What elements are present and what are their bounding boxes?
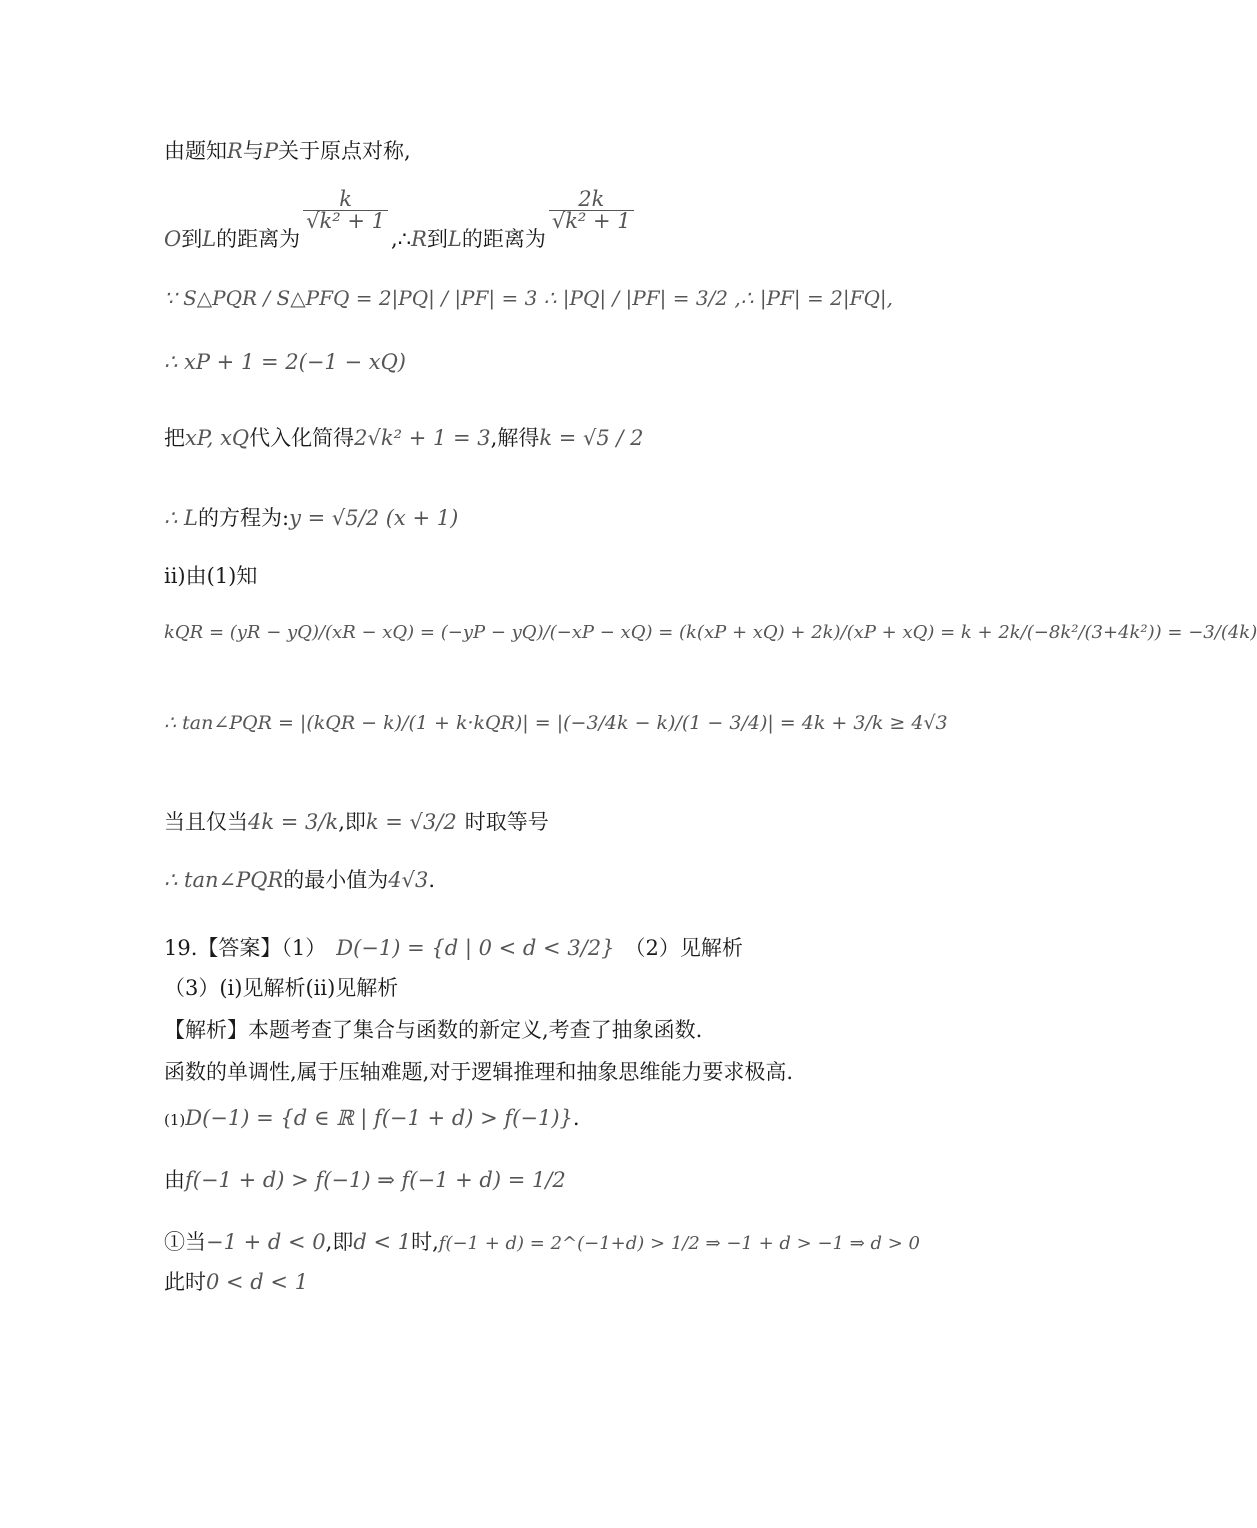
denominator: √k² + 1 — [551, 209, 631, 233]
text: 由 — [164, 1168, 185, 1192]
line-answer-3: （3）(ⅰ)见解析(ⅱ)见解析 — [164, 976, 399, 1000]
formula-area-ratio: ∵ S△PQR / S△PFQ = 2|PQ| / |PF| = 3 ∴ |PQ| / |PF| = 3/2 ,∴ |PF| = 2|FQ|, — [164, 286, 893, 310]
line-from — [164, 1170, 566, 1191]
math-k-value: k = √5 / 2 — [539, 426, 644, 450]
text: . — [572, 1106, 580, 1130]
text: （2）见解析 — [624, 936, 743, 960]
line-solve-k — [164, 428, 644, 449]
text: ,即 — [325, 1230, 354, 1254]
math-L: L — [202, 227, 217, 251]
math-4sqrt3: 4√3 — [388, 868, 429, 892]
text: 到 — [181, 227, 203, 251]
line-conclusion — [164, 1272, 308, 1293]
line-equality — [164, 812, 549, 833]
formula-xp: ∴ xP + 1 = 2(−1 − xQ) — [164, 350, 406, 374]
math-range: 0 < d < 1 — [206, 1270, 309, 1294]
math-4k: 4k = 3/k — [248, 810, 339, 834]
math-O: O — [164, 227, 182, 251]
line-minimum — [164, 870, 435, 891]
math-tan: ∴ tan∠PQR — [164, 868, 284, 892]
text: 把 — [164, 426, 185, 450]
text: 由题知 — [164, 139, 227, 163]
line-symmetry — [164, 141, 411, 162]
math-derivation: f(−1 + d) = 2^(−1+d) > 1/2 ⇒ −1 + d > −1 ⇒ d > 0 — [438, 1233, 920, 1254]
text: 时, — [411, 1230, 439, 1254]
text: 到 — [426, 227, 448, 251]
numerator: 2k — [549, 189, 634, 211]
math-condition: −1 + d < 0 — [206, 1230, 326, 1254]
text: 代入化简得 — [249, 426, 355, 450]
math-inequality: f(−1 + d) > f(−1) ⇒ f(−1 + d) = 1/2 — [185, 1168, 566, 1192]
text: 19.【答案】（1） — [164, 936, 327, 960]
fraction-distance-1 — [303, 189, 388, 232]
text: ①当 — [164, 1230, 206, 1254]
denominator: √k² + 1 — [306, 209, 386, 233]
fraction-distance-2 — [549, 189, 634, 232]
line-case-1 — [164, 1232, 920, 1253]
line-analysis: 【解析】本题考查了集合与函数的新定义,考查了抽象函数. — [164, 1018, 703, 1042]
math-line-equation: y = √5/2 (x + 1) — [289, 506, 459, 530]
numerator: k — [303, 189, 388, 211]
formula-tan: ∴ tan∠PQR = |(kQR − k)/(1 + k·kQR)| = |(−3/4k − k)/(1 − 3/4)| = 4k + 3/k ≥ 4√3 — [164, 712, 948, 734]
line-part-1 — [164, 1108, 580, 1129]
math-R: R — [411, 227, 427, 251]
math-D-set: D(−1) = {d | 0 < d < 3/2} — [336, 936, 615, 960]
math-R: R — [227, 139, 243, 163]
text: 当且仅当 — [164, 810, 248, 834]
line-part-ii: ii)由(1)知 — [164, 564, 258, 588]
math-L: ∴ L — [164, 506, 198, 530]
text: (1) — [164, 1111, 186, 1129]
formula-kqr: kQR = (yR − yQ)/(xR − xQ) = (−yP − yQ)/(−xP − xQ) = (k(xP + xQ) + 2k)/(xP + xQ) = k + 2k/(−8k²/(3+4k²)) = −3/(4k) — [164, 622, 1257, 643]
line-distance — [164, 183, 637, 251]
text: 的距离为 — [461, 227, 546, 251]
math-L: L — [447, 227, 462, 251]
text: 的最小值为 — [283, 868, 389, 892]
text: 此时 — [164, 1270, 206, 1294]
text: 的距离为 — [216, 227, 301, 251]
text: ,解得 — [490, 426, 540, 450]
text: 与 — [242, 139, 264, 163]
line-answer-19 — [164, 938, 743, 959]
math-xp-xq: xP, xQ — [185, 426, 250, 450]
math-P: P — [263, 139, 278, 163]
math-equation: 2√k² + 1 = 3 — [354, 426, 491, 450]
math-d-lt-1: d < 1 — [353, 1230, 412, 1254]
text: . — [428, 868, 436, 892]
line-equation-L — [164, 508, 458, 529]
text: ,即 — [338, 810, 366, 834]
math-D-definition: D(−1) = {d ∈ ℝ | f(−1 + d) > f(−1)} — [185, 1106, 573, 1130]
text: ,∴ — [391, 227, 412, 251]
math-k-sqrt3: k = √3/2 — [365, 810, 457, 834]
text: 时取等号 — [464, 810, 549, 834]
text: 的方程为: — [197, 506, 290, 530]
line-analysis-2: 函数的单调性,属于压轴难题,对于逻辑推理和抽象思维能力要求极高. — [164, 1060, 794, 1084]
text: 关于原点对称, — [277, 139, 411, 163]
